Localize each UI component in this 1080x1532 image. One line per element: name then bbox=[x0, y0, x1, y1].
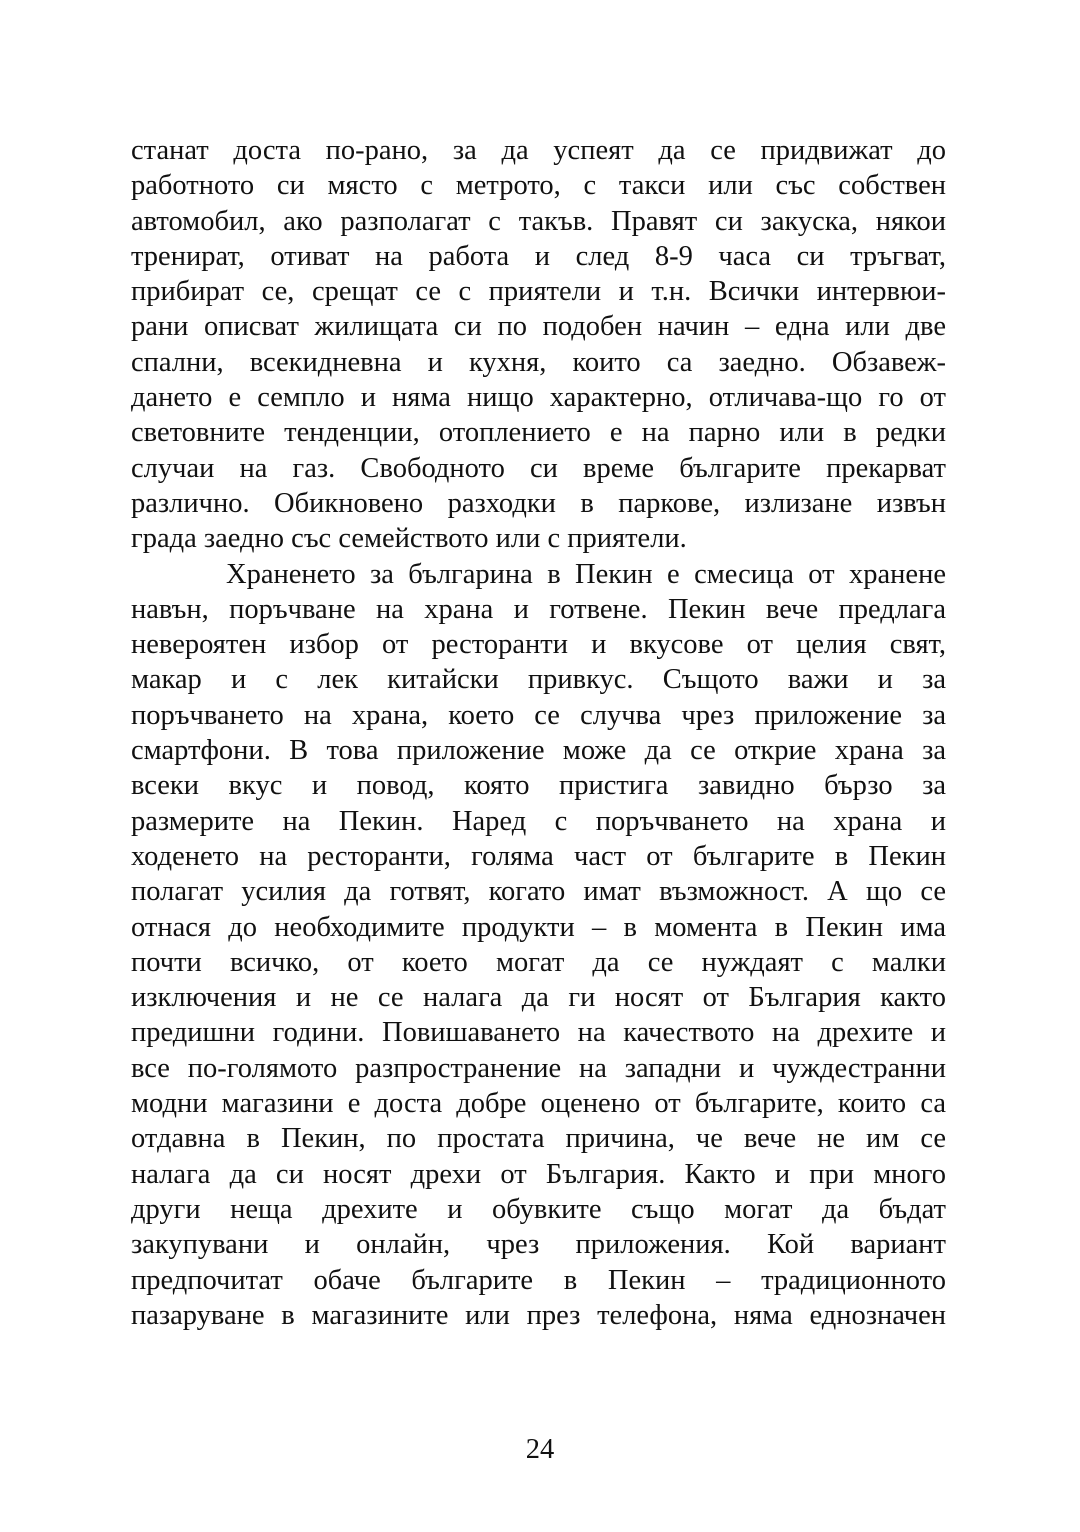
text-line: полагат усилия да готвят, когато имат възможност. А що се bbox=[131, 876, 946, 908]
text-line: работното си място с метрото, с такси или със собствен bbox=[131, 170, 946, 202]
text-line: отдавна в Пекин, по простата причина, че вече не им се bbox=[131, 1123, 946, 1155]
text-line: други неща дрехите и обувките също могат да бъдат bbox=[131, 1193, 946, 1225]
text-line: предишни години. Повишаването на качеството на дрехите и bbox=[131, 1017, 946, 1049]
text-line: невероятен избор от ресторанти и вкусове от целия свят, bbox=[131, 629, 946, 661]
text-line: случаи на газ. Свободното си време българите прекарват bbox=[131, 452, 946, 484]
text-line: тренират, отиват на работа и след 8-9 часа си тръгват, bbox=[131, 240, 946, 272]
text-line: рани описват жилищата си по подобен начин – една или две bbox=[131, 311, 946, 343]
body-text bbox=[131, 133, 946, 1333]
page-number: 24 bbox=[525, 1434, 555, 1465]
text-line: отнася до необходимите продукти – в момента в Пекин има bbox=[131, 911, 946, 943]
text-line: макар и с лек китайски привкус. Същото важи и за bbox=[131, 664, 946, 696]
text-line: Храненето за българина в Пекин е смесица от хранене bbox=[226, 558, 946, 590]
text-line: закупувани и онлайн, чрез приложения. Кой вариант bbox=[131, 1229, 946, 1261]
text-line: все по-голямото разпространение на западни и чуждестранни bbox=[131, 1052, 946, 1084]
text-line: модни магазини е доста добре оценено от българите, които са bbox=[131, 1088, 946, 1120]
text-line: поръчването на храна, което се случва чрез приложение за bbox=[131, 699, 946, 731]
text-line: станат доста по-рано, за да успеят да се придвижат до bbox=[131, 135, 946, 166]
text-line: ходенето на ресторанти, голяма част от българите в Пекин bbox=[131, 840, 946, 872]
text-line: дането е семпло и няма нищо характерно, отличава-що го от bbox=[131, 382, 946, 414]
text-line: различно. Обикновено разходки в паркове, излизане извън bbox=[131, 487, 946, 519]
text-line: смартфони. В това приложение може да се открие храна за bbox=[131, 735, 946, 767]
text-line: изключения и не се налага да ги носят от България както bbox=[131, 982, 946, 1014]
text-line: навън, поръчване на храна и готвене. Пекин вече предлага bbox=[131, 593, 946, 625]
text-line: размерите на Пекин. Наред с поръчването на храна и bbox=[131, 805, 946, 837]
text-line: всеки вкус и повод, която пристига завидно бързо за bbox=[131, 770, 946, 802]
text-line: пазаруване в магазините или през телефона, няма еднозначен bbox=[131, 1299, 946, 1331]
text-line: предпочитат обаче българите в Пекин – традиционното bbox=[131, 1264, 946, 1296]
text-line: почти всичко, от което могат да се нуждаят с малки bbox=[131, 946, 946, 978]
text-line: прибират се, срещат се с приятели и т.н. Всички интервюи- bbox=[131, 276, 946, 308]
text-line: налага да си носят дрехи от България. Както и при много bbox=[131, 1158, 946, 1190]
text-line: спални, всекидневна и кухня, които са заедно. Обзавеж- bbox=[131, 346, 946, 378]
text-line: града заедно със семейството или с приятели. bbox=[131, 523, 687, 555]
text-line: автомобил, ако разполагат с такъв. Правят си закуска, някои bbox=[131, 205, 946, 237]
text-line: световните тенденции, отоплението е на парно или в редки bbox=[131, 417, 946, 449]
